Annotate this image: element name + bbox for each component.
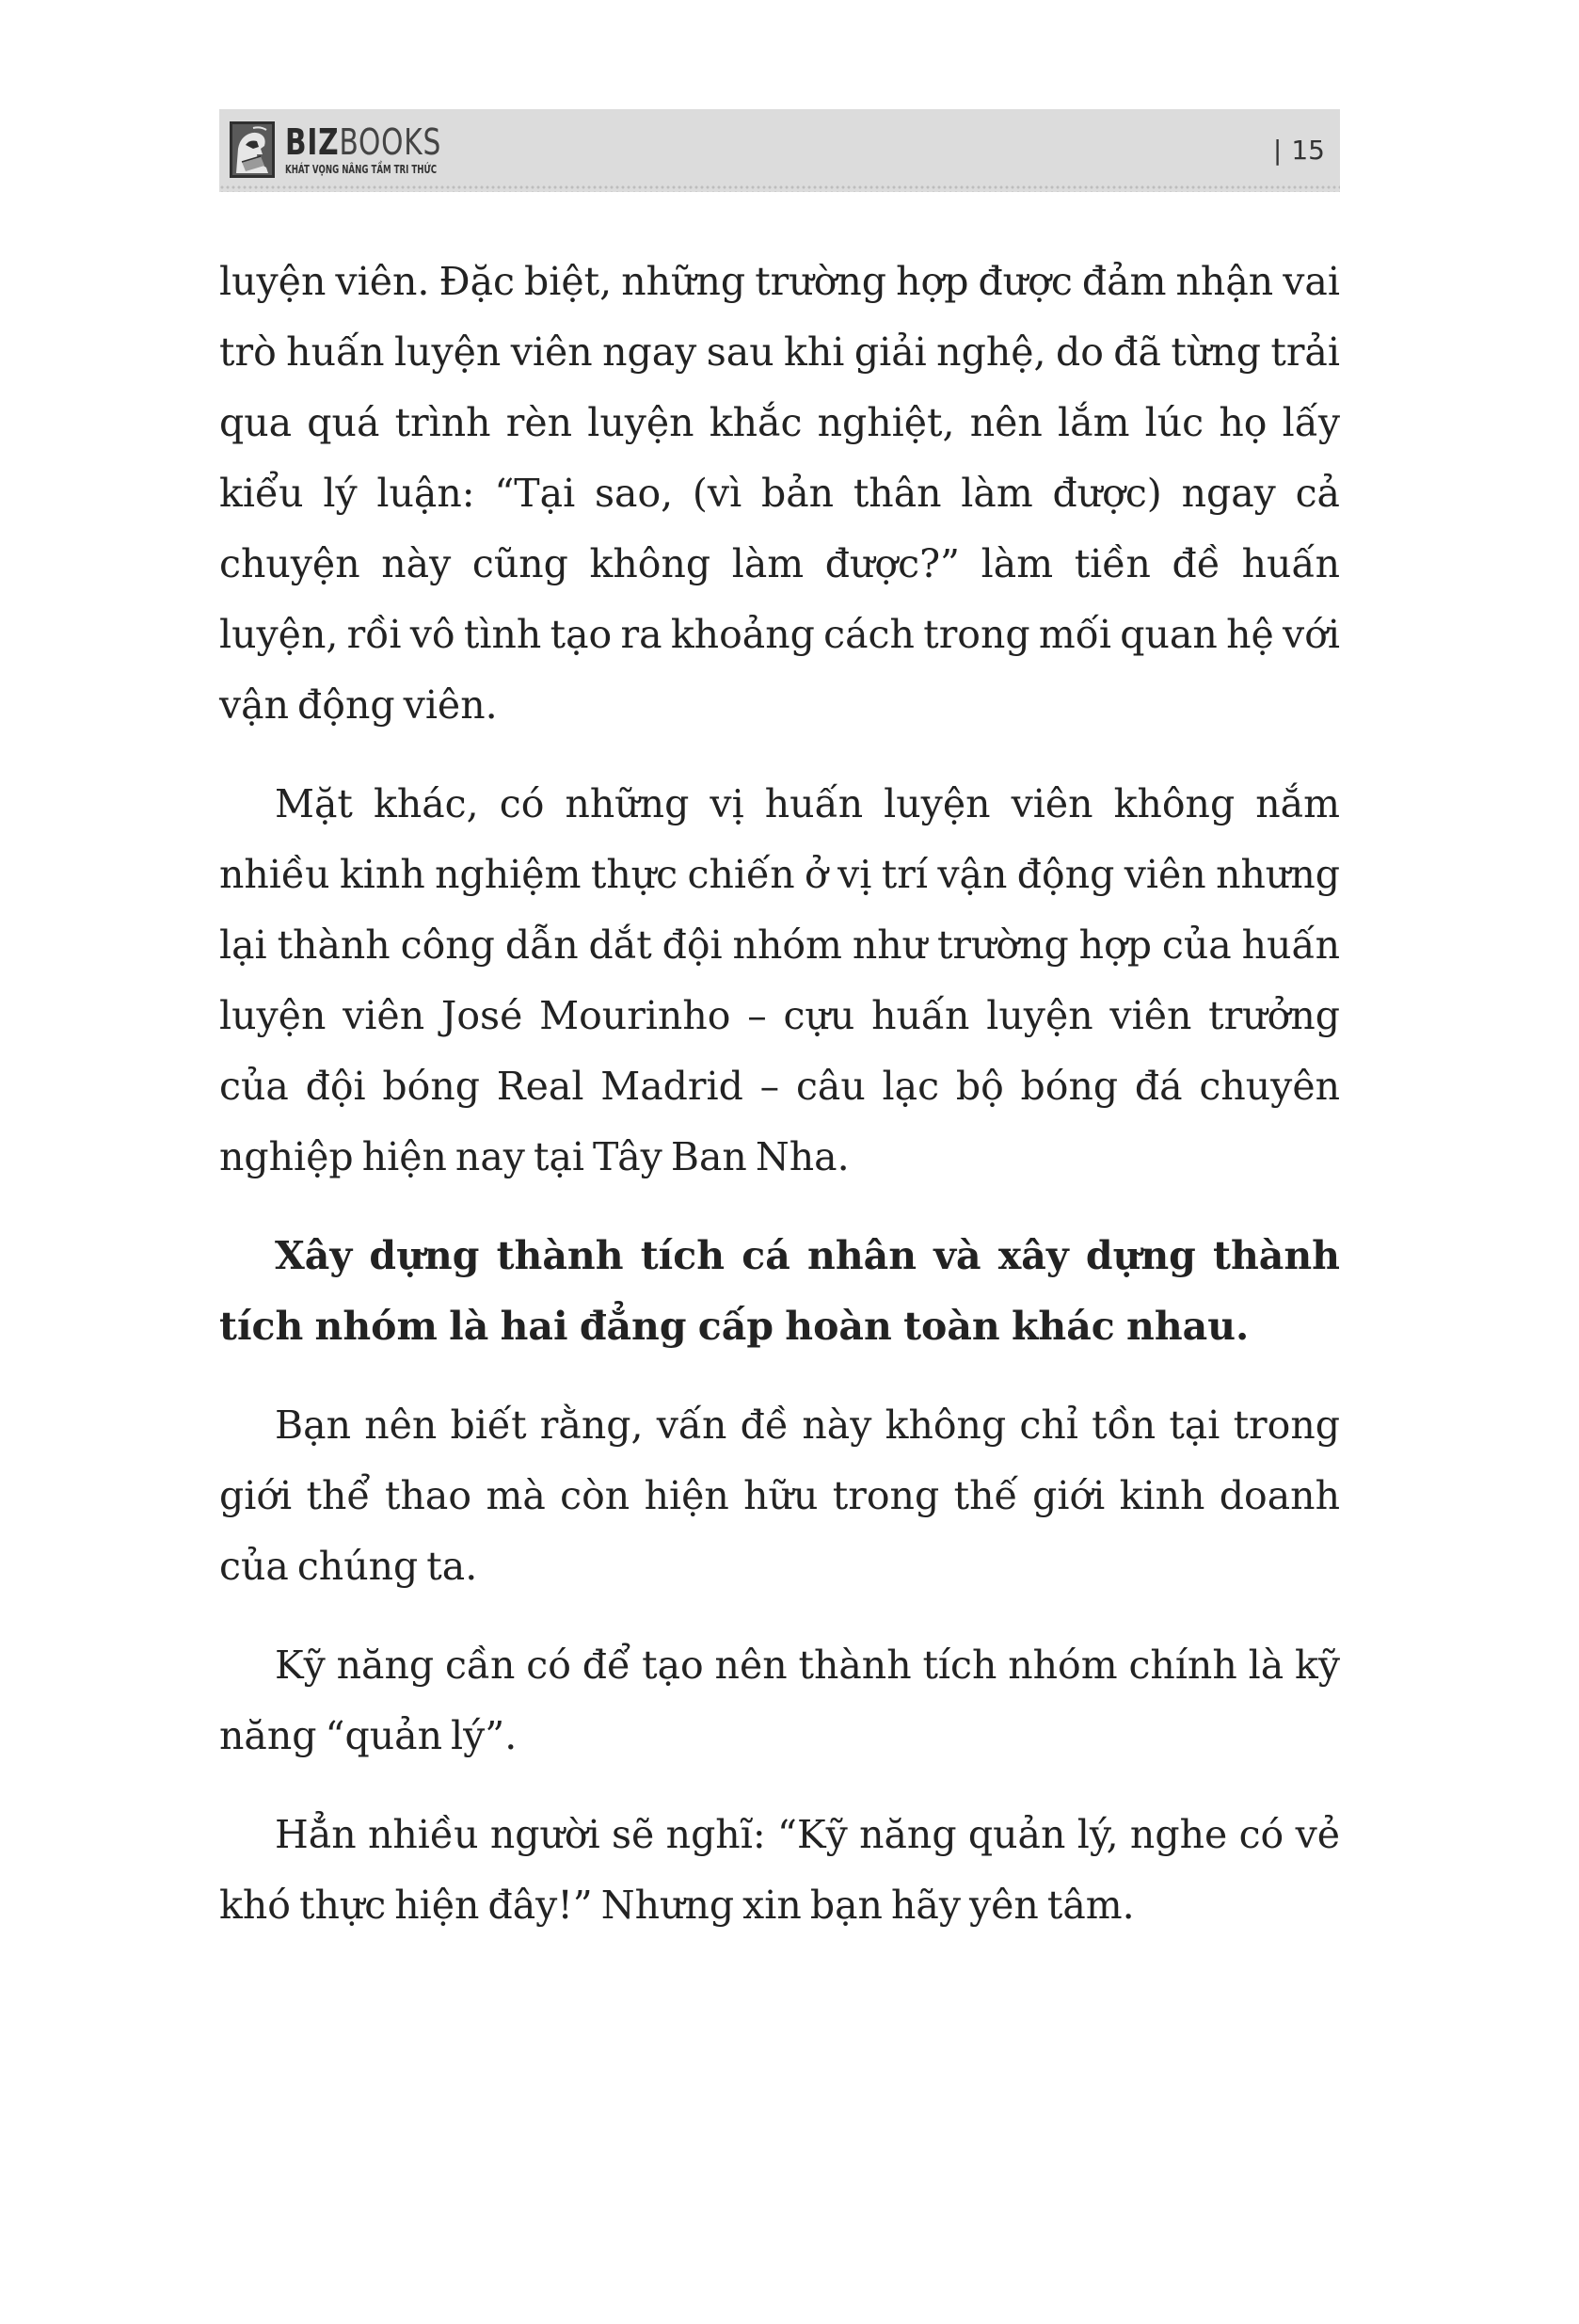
paragraph-continuation: luyện viên. Đặc biệt, những trường hợp được đảm nhận vai trò huấn luyện viên ngay sau khi giải nghệ, do đã từng trải qua quá trình rèn luyện khắc nghiệt, nên lắm lúc họ lấy kiểu lý luận: “Tại sao, (vì bản thân làm được) ngay cả chuyện này cũng không làm được?” làm tiền đề huấn luyện, rồi vô tình tạo ra khoảng cách trong mối quan hệ với vận động viên.: [219, 259, 1340, 728]
logo-tagline: KHÁT VỌNG NÂNG TẦM TRI THỨC: [285, 163, 438, 176]
paragraph: Bạn nên biết rằng, vấn đề này không chỉ tồn tại trong giới thể thao mà còn hiện hữu trong thế giới kinh doanh của chúng ta.: [219, 1402, 1340, 1589]
page-header: [219, 109, 1340, 192]
logo-name-bold: BIZ: [285, 121, 340, 163]
logo-name-light: BOOKS: [339, 121, 442, 163]
logo-wordmark: [285, 123, 450, 161]
paragraph: Mặt khác, có những vị huấn luyện viên không nắm nhiều kinh nghiệm thực chiến ở vị trí vận động viên nhưng lại thành công dẫn dắt đội nhóm như trường hợp của huấn luyện viên José Mourinho – cựu huấn luyện viên trưởng của đội bóng Real Madrid – câu lạc bộ bóng đá chuyên nghiệp hiện nay tại Tây Ban Nha.: [219, 781, 1340, 1179]
bold-statement: Xây dựng thành tích cá nhân và xây dựng thành tích nhóm là hai đẳng cấp hoàn toàn khác nhau.: [219, 1233, 1340, 1349]
reader-figure-icon: [229, 120, 276, 179]
bizbooks-logo: [229, 119, 496, 181]
page-number-label: [1273, 136, 1325, 166]
page-body: [219, 247, 1340, 1941]
page-number: 15: [1291, 135, 1325, 166]
page-separator: |: [1272, 135, 1283, 166]
paragraph: Hẳn nhiều người sẽ nghĩ: “Kỹ năng quản lý, nghe có vẻ khó thực hiện đây!” Nhưng xin bạn hãy yên tâm.: [219, 1812, 1340, 1928]
paragraph: Kỹ năng cần có để tạo nên thành tích nhóm chính là kỹ năng “quản lý”.: [219, 1643, 1340, 1758]
